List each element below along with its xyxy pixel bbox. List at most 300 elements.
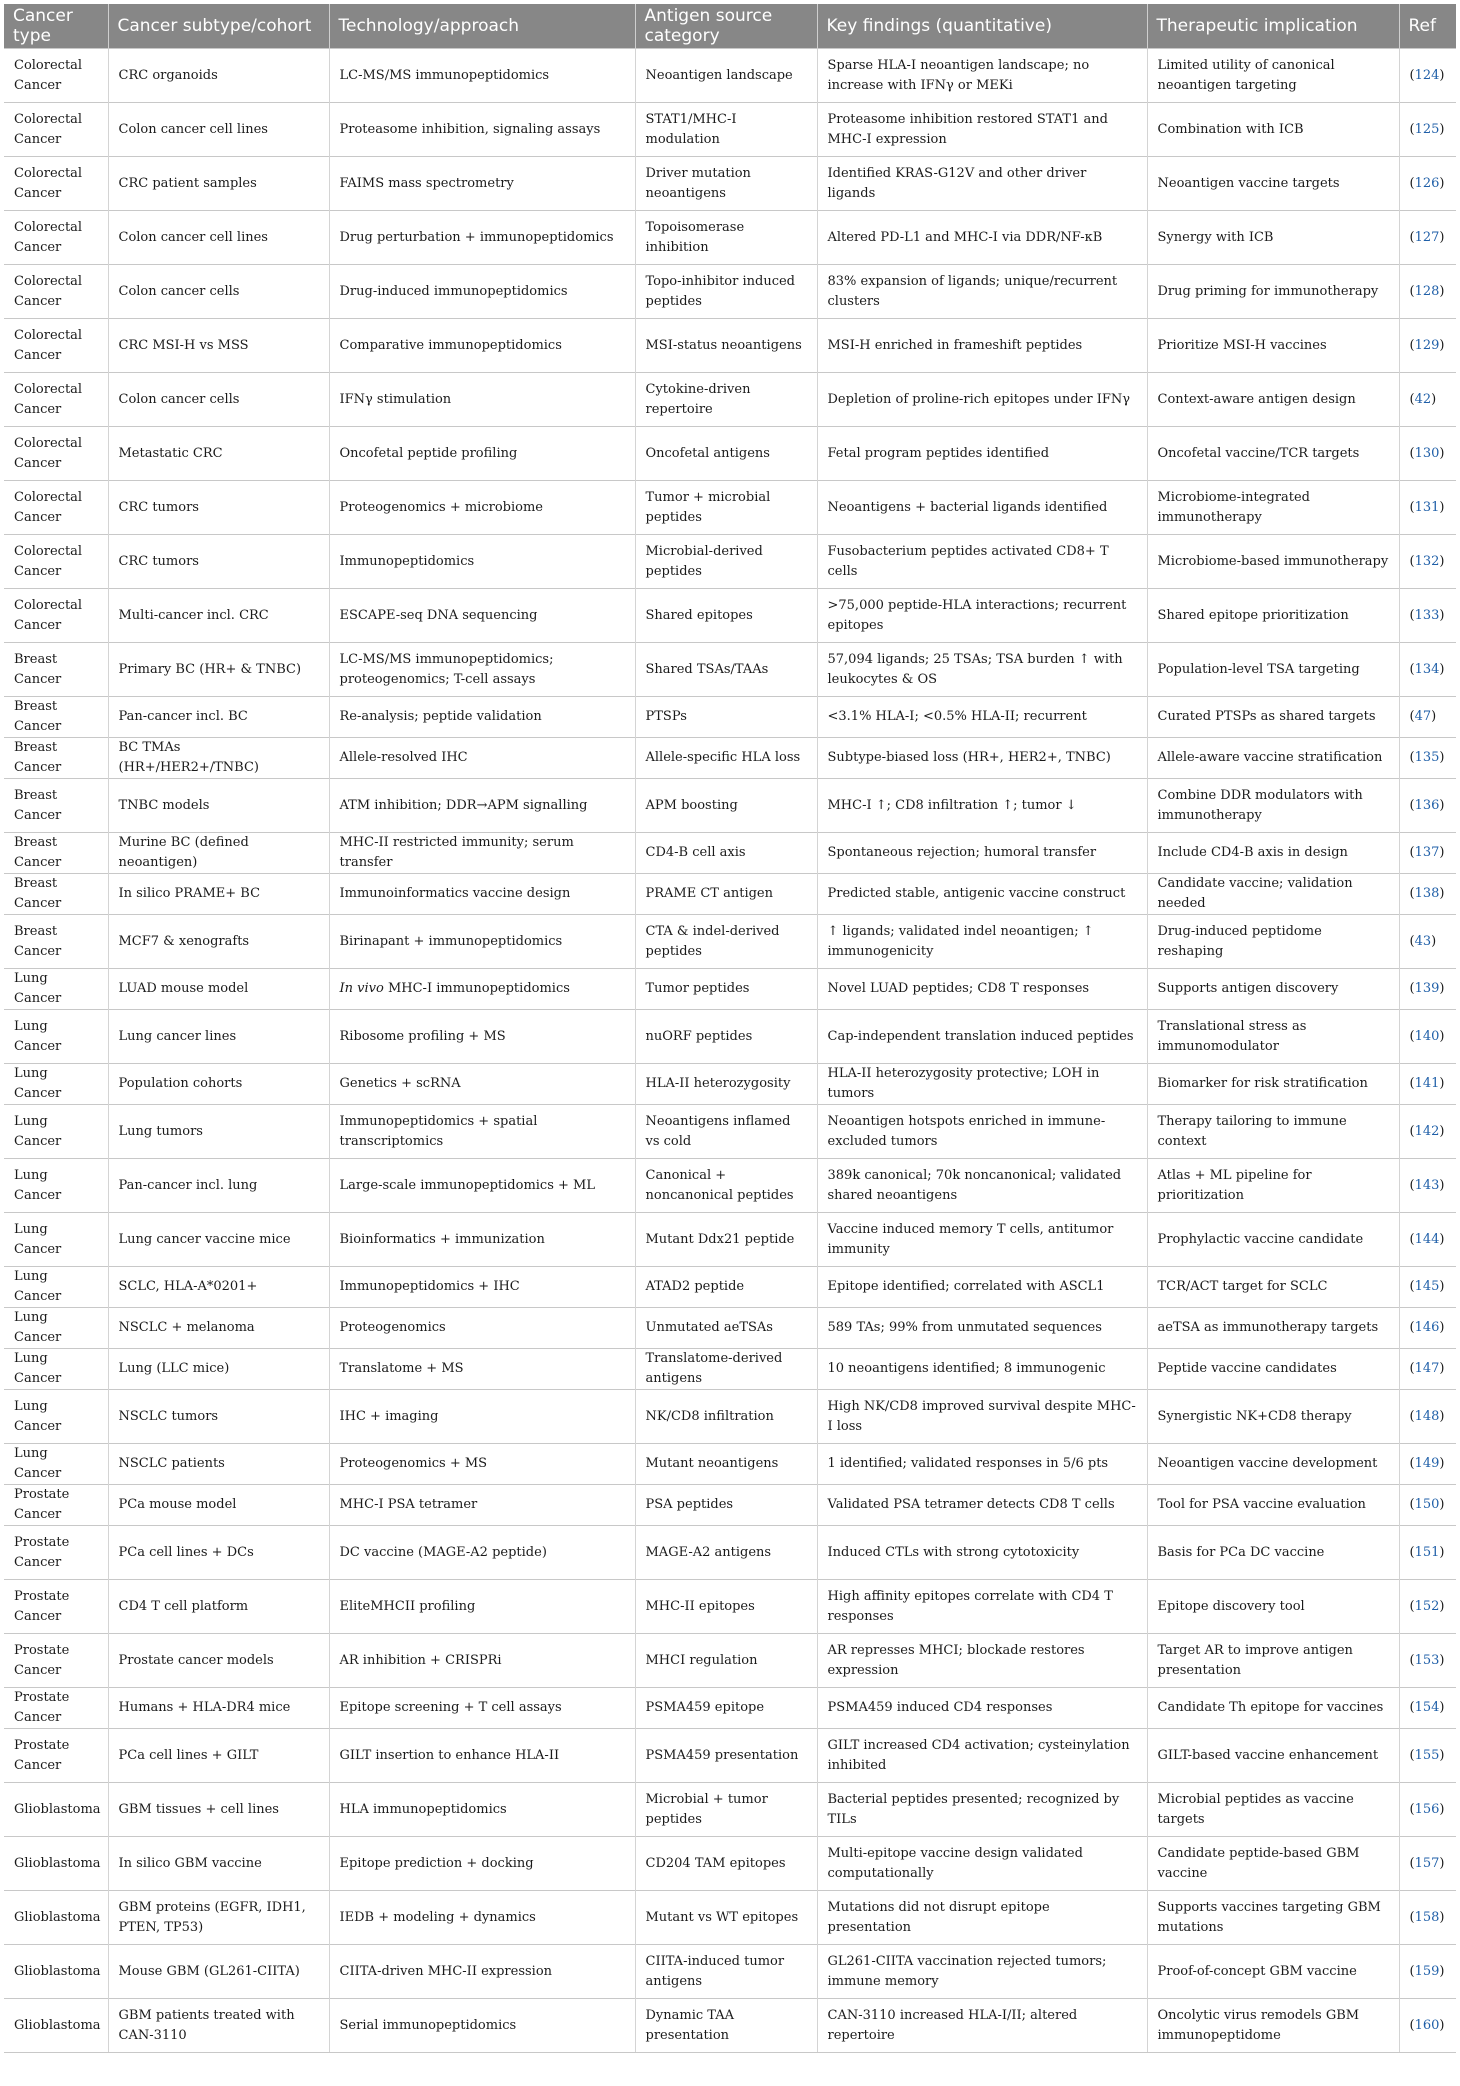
cell-subtype: Murine BC (defined neoantigen) <box>108 833 329 874</box>
ref-link[interactable]: 147 <box>1414 1361 1440 1376</box>
ref-paren-close: ) <box>1439 797 1445 813</box>
cell-subtype: Mouse GBM (GL261-CIITA) <box>108 1945 329 1999</box>
cell-antigen-source: Cytokine-driven repertoire <box>635 373 817 427</box>
cell-key-findings: 83% expansion of ligands; unique/recurrent clusters <box>817 265 1147 319</box>
table-row <box>4 915 1456 969</box>
cell-therapeutic-implication: Prioritize MSI-H vaccines <box>1147 319 1399 373</box>
cell-technology: Translatome + MS <box>329 1349 635 1390</box>
ref-paren-open: ( <box>1409 1279 1415 1294</box>
ref-paren-close: ) <box>1431 391 1437 407</box>
cell-therapeutic-implication: Drug priming for immunotherapy <box>1147 265 1399 319</box>
ref-paren-open: ( <box>1409 175 1415 191</box>
cell-cancer-type: Breast Cancer <box>4 833 108 874</box>
cell-subtype: NSCLC patients <box>108 1444 329 1485</box>
cell-cancer-type: Glioblastoma <box>4 1783 108 1837</box>
ref-paren-open: ( <box>1409 1320 1415 1335</box>
cell-cancer-type: Colorectal Cancer <box>4 373 108 427</box>
cell-key-findings: ↑ ligands; validated indel neoantigen; ↑ immunogenicity <box>817 915 1147 969</box>
cell-ref <box>1399 1349 1456 1390</box>
ref-link[interactable]: 140 <box>1414 1028 1440 1044</box>
ref-paren-open: ( <box>1409 229 1415 245</box>
cell-technology: Comparative immunopeptidomics <box>329 319 635 373</box>
cell-ref <box>1399 738 1456 779</box>
cell-technology: Genetics + scRNA <box>329 1064 635 1105</box>
table-row <box>4 969 1456 1010</box>
ref-paren-open: ( <box>1409 1598 1415 1614</box>
table-row <box>4 49 1456 103</box>
cell-antigen-source: nuORF peptides <box>635 1010 817 1064</box>
cell-subtype: CD4 T cell platform <box>108 1580 329 1634</box>
cell-key-findings: 389k canonical; 70k noncanonical; validated shared neoantigens <box>817 1159 1147 1213</box>
ref-paren-open: ( <box>1409 1123 1415 1139</box>
ref-link[interactable]: 160 <box>1414 2017 1440 2033</box>
cell-ref <box>1399 319 1456 373</box>
cell-key-findings: CAN-3110 increased HLA-I/II; altered repertoire <box>817 1999 1147 2053</box>
cell-cancer-type: Colorectal Cancer <box>4 157 108 211</box>
cell-subtype: LUAD mouse model <box>108 969 329 1010</box>
cell-cancer-type: Glioblastoma <box>4 1945 108 1999</box>
cell-key-findings: GL261-CIITA vaccination rejected tumors; immune memory <box>817 1945 1147 1999</box>
cell-technology: MHC-I PSA tetramer <box>329 1485 635 1526</box>
cell-cancer-type: Breast Cancer <box>4 738 108 779</box>
ref-paren-open: ( <box>1409 445 1415 461</box>
cell-antigen-source: STAT1/MHC-I modulation <box>635 103 817 157</box>
ref-link[interactable]: 143 <box>1414 1177 1440 1193</box>
ref-link[interactable]: 156 <box>1414 1801 1440 1817</box>
table-row <box>4 1783 1456 1837</box>
cell-technology: IEDB + modeling + dynamics <box>329 1891 635 1945</box>
cell-cancer-type: Breast Cancer <box>4 697 108 738</box>
table-row <box>4 157 1456 211</box>
cell-cancer-type: Glioblastoma <box>4 1999 108 2053</box>
ref-paren-close: ) <box>1439 1497 1445 1512</box>
ref-link[interactable]: 128 <box>1414 283 1440 299</box>
ref-link[interactable]: 42 <box>1414 391 1432 407</box>
technology-emphasis: In vivo <box>339 981 384 996</box>
cell-ref <box>1399 1485 1456 1526</box>
table-row <box>4 1580 1456 1634</box>
ref-paren-close: ) <box>1439 981 1445 996</box>
cell-ref <box>1399 915 1456 969</box>
cell-technology: ESCAPE-seq DNA sequencing <box>329 589 635 643</box>
cell-cancer-type: Lung Cancer <box>4 1010 108 1064</box>
cell-therapeutic-implication: Population-level TSA targeting <box>1147 643 1399 697</box>
ref-paren-close: ) <box>1431 933 1437 949</box>
cell-cancer-type: Glioblastoma <box>4 1837 108 1891</box>
cell-therapeutic-implication: Synergy with ICB <box>1147 211 1399 265</box>
ref-link[interactable]: 47 <box>1414 709 1432 724</box>
cell-subtype: Humans + HLA-DR4 mice <box>108 1688 329 1729</box>
cell-technology: MHC-II restricted immunity; serum transfer <box>329 833 635 874</box>
table-row <box>4 265 1456 319</box>
ref-paren-open: ( <box>1409 499 1415 515</box>
cell-antigen-source: Allele-specific HLA loss <box>635 738 817 779</box>
ref-paren-open: ( <box>1409 283 1415 299</box>
cell-key-findings: Fetal program peptides identified <box>817 427 1147 481</box>
table-row <box>4 874 1456 915</box>
ref-paren-close: ) <box>1439 175 1445 191</box>
cell-key-findings: HLA-II heterozygosity protective; LOH in tumors <box>817 1064 1147 1105</box>
cell-ref <box>1399 1444 1456 1485</box>
cell-ref <box>1399 1891 1456 1945</box>
ref-paren-open: ( <box>1409 121 1415 137</box>
cell-antigen-source: Oncofetal antigens <box>635 427 817 481</box>
cell-technology: Immunopeptidomics + spatial transcriptomics <box>329 1105 635 1159</box>
table-body <box>4 49 1456 2053</box>
cell-technology: IFNγ stimulation <box>329 373 635 427</box>
cell-technology: Epitope prediction + docking <box>329 1837 635 1891</box>
cell-ref <box>1399 373 1456 427</box>
ref-paren-close: ) <box>1439 1652 1445 1668</box>
cell-cancer-type: Lung Cancer <box>4 969 108 1010</box>
cell-key-findings: <3.1% HLA-I; <0.5% HLA-II; recurrent <box>817 697 1147 738</box>
cell-ref <box>1399 1390 1456 1444</box>
table-row <box>4 427 1456 481</box>
cell-ref <box>1399 1159 1456 1213</box>
ref-paren-open: ( <box>1409 1177 1415 1193</box>
cell-subtype: Multi-cancer incl. CRC <box>108 589 329 643</box>
cell-ref <box>1399 779 1456 833</box>
ref-paren-close: ) <box>1439 67 1445 83</box>
cell-technology: FAIMS mass spectrometry <box>329 157 635 211</box>
cell-cancer-type: Lung Cancer <box>4 1390 108 1444</box>
header-cancer-type: Cancer type <box>4 4 108 49</box>
ref-paren-close: ) <box>1439 1963 1445 1979</box>
cell-ref <box>1399 427 1456 481</box>
cell-cancer-type: Colorectal Cancer <box>4 211 108 265</box>
cell-therapeutic-implication: Allele-aware vaccine stratification <box>1147 738 1399 779</box>
ref-paren-open: ( <box>1409 1076 1415 1091</box>
cell-key-findings: 589 TAs; 99% from unmutated sequences <box>817 1308 1147 1349</box>
cell-cancer-type: Colorectal Cancer <box>4 481 108 535</box>
cell-key-findings: Proteasome inhibition restored STAT1 and MHC-I expression <box>817 103 1147 157</box>
cell-technology: Epitope screening + T cell assays <box>329 1688 635 1729</box>
ref-paren-close: ) <box>1439 337 1445 353</box>
cell-technology: GILT insertion to enhance HLA-II <box>329 1729 635 1783</box>
ref-paren-open: ( <box>1409 709 1415 724</box>
cell-antigen-source: Mutant vs WT epitopes <box>635 1891 817 1945</box>
cell-antigen-source: Shared epitopes <box>635 589 817 643</box>
cell-antigen-source: Topo-inhibitor induced peptides <box>635 265 817 319</box>
cell-key-findings: >75,000 peptide-HLA interactions; recurrent epitopes <box>817 589 1147 643</box>
cell-ref <box>1399 1688 1456 1729</box>
cell-subtype: Lung cancer vaccine mice <box>108 1213 329 1267</box>
cell-antigen-source: ATAD2 peptide <box>635 1267 817 1308</box>
cell-cancer-type: Lung Cancer <box>4 1064 108 1105</box>
cell-subtype: Prostate cancer models <box>108 1634 329 1688</box>
cell-antigen-source: PSA peptides <box>635 1485 817 1526</box>
cell-ref <box>1399 969 1456 1010</box>
cell-cancer-type: Colorectal Cancer <box>4 49 108 103</box>
table-row <box>4 1891 1456 1945</box>
ref-paren-close: ) <box>1439 1598 1445 1614</box>
cell-subtype: CRC organoids <box>108 49 329 103</box>
cell-subtype: NSCLC tumors <box>108 1390 329 1444</box>
cell-subtype: MCF7 & xenografts <box>108 915 329 969</box>
ref-link[interactable]: 127 <box>1414 229 1440 245</box>
cell-subtype: PCa cell lines + DCs <box>108 1526 329 1580</box>
cell-ref <box>1399 1837 1456 1891</box>
table-row <box>4 481 1456 535</box>
table-row <box>4 779 1456 833</box>
table-row <box>4 1444 1456 1485</box>
table-row <box>4 1064 1456 1105</box>
cell-subtype: Colon cancer cell lines <box>108 103 329 157</box>
cell-cancer-type: Prostate Cancer <box>4 1580 108 1634</box>
ref-paren-open: ( <box>1409 661 1415 677</box>
ref-link[interactable]: 146 <box>1414 1320 1440 1335</box>
ref-paren-close: ) <box>1439 1747 1445 1763</box>
ref-link[interactable]: 136 <box>1414 797 1440 813</box>
cell-therapeutic-implication: Peptide vaccine candidates <box>1147 1349 1399 1390</box>
cell-antigen-source: Dynamic TAA presentation <box>635 1999 817 2053</box>
cell-subtype: Pan-cancer incl. lung <box>108 1159 329 1213</box>
table-row <box>4 373 1456 427</box>
header-therapeutic-implication: Therapeutic implication <box>1147 4 1399 49</box>
cell-subtype: Metastatic CRC <box>108 427 329 481</box>
ref-link[interactable]: 158 <box>1414 1909 1440 1925</box>
ref-paren-close: ) <box>1439 1231 1445 1247</box>
cell-therapeutic-implication: Shared epitope prioritization <box>1147 589 1399 643</box>
table-row <box>4 1159 1456 1213</box>
ref-link[interactable]: 129 <box>1414 337 1440 353</box>
cell-antigen-source: HLA-II heterozygosity <box>635 1064 817 1105</box>
ref-link[interactable]: 150 <box>1414 1497 1440 1512</box>
cell-therapeutic-implication: Neoantigen vaccine development <box>1147 1444 1399 1485</box>
cell-subtype: PCa cell lines + GILT <box>108 1729 329 1783</box>
header-ref: Ref <box>1399 4 1456 49</box>
cell-key-findings: Predicted stable, antigenic vaccine construct <box>817 874 1147 915</box>
cell-technology: Large-scale immunopeptidomics + ML <box>329 1159 635 1213</box>
cell-subtype: GBM patients treated with CAN-3110 <box>108 1999 329 2053</box>
cell-therapeutic-implication: Microbiome-based immunotherapy <box>1147 535 1399 589</box>
ref-paren-open: ( <box>1409 933 1415 949</box>
ref-paren-close: ) <box>1439 1361 1445 1376</box>
ref-link[interactable]: 125 <box>1414 121 1440 137</box>
cell-technology: Proteogenomics + microbiome <box>329 481 635 535</box>
cell-key-findings: Sparse HLA-I neoantigen landscape; no increase with IFNγ or MEKi <box>817 49 1147 103</box>
cell-subtype: GBM proteins (EGFR, IDH1, PTEN, TP53) <box>108 1891 329 1945</box>
cell-key-findings: PSMA459 induced CD4 responses <box>817 1688 1147 1729</box>
ref-link[interactable]: 137 <box>1414 845 1440 860</box>
ref-link[interactable]: 43 <box>1414 933 1432 949</box>
cell-subtype: BC TMAs (HR+/HER2+/TNBC) <box>108 738 329 779</box>
ref-link[interactable]: 130 <box>1414 445 1440 461</box>
cell-cancer-type: Colorectal Cancer <box>4 589 108 643</box>
cell-therapeutic-implication: Target AR to improve antigen presentation <box>1147 1634 1399 1688</box>
ref-link[interactable]: 126 <box>1414 175 1440 191</box>
cell-key-findings: Spontaneous rejection; humoral transfer <box>817 833 1147 874</box>
ref-link[interactable]: 155 <box>1414 1747 1440 1763</box>
cell-key-findings: Fusobacterium peptides activated CD8+ T cells <box>817 535 1147 589</box>
ref-link[interactable]: 132 <box>1414 553 1440 569</box>
cell-subtype: Colon cancer cell lines <box>108 211 329 265</box>
ref-link[interactable]: 142 <box>1414 1123 1440 1139</box>
cell-key-findings: Subtype-biased loss (HR+, HER2+, TNBC) <box>817 738 1147 779</box>
cell-key-findings: 10 neoantigens identified; 8 immunogenic <box>817 1349 1147 1390</box>
cell-subtype: Lung cancer lines <box>108 1010 329 1064</box>
cell-cancer-type: Breast Cancer <box>4 643 108 697</box>
cell-therapeutic-implication: Epitope discovery tool <box>1147 1580 1399 1634</box>
ref-link[interactable]: 139 <box>1414 981 1440 996</box>
cell-therapeutic-implication: Tool for PSA vaccine evaluation <box>1147 1485 1399 1526</box>
table-row <box>4 1688 1456 1729</box>
ref-paren-open: ( <box>1409 1700 1415 1715</box>
cell-antigen-source: MAGE-A2 antigens <box>635 1526 817 1580</box>
cell-cancer-type: Breast Cancer <box>4 779 108 833</box>
cell-ref <box>1399 1010 1456 1064</box>
ref-paren-close: ) <box>1439 607 1445 623</box>
ref-paren-open: ( <box>1409 981 1415 996</box>
cell-therapeutic-implication: Microbial peptides as vaccine targets <box>1147 1783 1399 1837</box>
cell-therapeutic-implication: Supports vaccines targeting GBM mutations <box>1147 1891 1399 1945</box>
ref-link[interactable]: 134 <box>1414 661 1440 677</box>
ref-link[interactable]: 145 <box>1414 1279 1440 1294</box>
ref-paren-open: ( <box>1409 750 1415 765</box>
ref-paren-close: ) <box>1439 845 1445 860</box>
cell-antigen-source: PTSPs <box>635 697 817 738</box>
cell-antigen-source: PRAME CT antigen <box>635 874 817 915</box>
cell-antigen-source: Tumor peptides <box>635 969 817 1010</box>
cell-technology: AR inhibition + CRISPRi <box>329 1634 635 1688</box>
cell-therapeutic-implication: Basis for PCa DC vaccine <box>1147 1526 1399 1580</box>
table-row <box>4 833 1456 874</box>
cell-key-findings: Epitope identified; correlated with ASCL1 <box>817 1267 1147 1308</box>
cell-cancer-type: Lung Cancer <box>4 1267 108 1308</box>
ref-link[interactable]: 135 <box>1414 750 1440 765</box>
cell-key-findings: Altered PD-L1 and MHC-I via DDR/NF-κB <box>817 211 1147 265</box>
ref-paren-open: ( <box>1409 1028 1415 1044</box>
table-row <box>4 1999 1456 2053</box>
cell-key-findings: Neoantigen hotspots enriched in immune-excluded tumors <box>817 1105 1147 1159</box>
ref-paren-open: ( <box>1409 1652 1415 1668</box>
cell-antigen-source: Shared TSAs/TAAs <box>635 643 817 697</box>
cell-antigen-source: Translatome-derived antigens <box>635 1349 817 1390</box>
ref-paren-close: ) <box>1439 1801 1445 1817</box>
ref-link[interactable]: 144 <box>1414 1231 1440 1247</box>
cell-subtype: GBM tissues + cell lines <box>108 1783 329 1837</box>
ref-link[interactable]: 157 <box>1414 1855 1440 1871</box>
cell-ref <box>1399 1945 1456 1999</box>
cell-antigen-source: Microbial-derived peptides <box>635 535 817 589</box>
ref-paren-open: ( <box>1409 1497 1415 1512</box>
ref-paren-open: ( <box>1409 1963 1415 1979</box>
table-row <box>4 643 1456 697</box>
cell-cancer-type: Colorectal Cancer <box>4 319 108 373</box>
cell-therapeutic-implication: TCR/ACT target for SCLC <box>1147 1267 1399 1308</box>
cell-antigen-source: Neoantigens inflamed vs cold <box>635 1105 817 1159</box>
cell-therapeutic-implication: Neoantigen vaccine targets <box>1147 157 1399 211</box>
ref-paren-close: ) <box>1439 1456 1445 1471</box>
ref-link[interactable]: 148 <box>1414 1408 1440 1424</box>
cell-key-findings: High NK/CD8 improved survival despite MHC-I loss <box>817 1390 1147 1444</box>
cell-technology: Proteogenomics <box>329 1308 635 1349</box>
cell-key-findings: Vaccine induced memory T cells, antitumor immunity <box>817 1213 1147 1267</box>
cell-cancer-type: Lung Cancer <box>4 1349 108 1390</box>
cell-ref <box>1399 103 1456 157</box>
ref-link[interactable]: 159 <box>1414 1963 1440 1979</box>
cell-antigen-source: MHC-II epitopes <box>635 1580 817 1634</box>
cell-subtype: Colon cancer cells <box>108 373 329 427</box>
table-row <box>4 1105 1456 1159</box>
ref-paren-open: ( <box>1409 797 1415 813</box>
ref-link[interactable]: 149 <box>1414 1456 1440 1471</box>
ref-paren-close: ) <box>1439 1700 1445 1715</box>
cell-ref <box>1399 1064 1456 1105</box>
cell-technology: Immunopeptidomics + IHC <box>329 1267 635 1308</box>
cell-key-findings: 1 identified; validated responses in 5/6 pts <box>817 1444 1147 1485</box>
ref-link[interactable]: 154 <box>1414 1700 1440 1715</box>
ref-link[interactable]: 151 <box>1414 1544 1440 1560</box>
cell-ref <box>1399 1213 1456 1267</box>
ref-paren-open: ( <box>1409 845 1415 860</box>
cell-key-findings: High affinity epitopes correlate with CD4 T responses <box>817 1580 1147 1634</box>
ref-link[interactable]: 138 <box>1414 886 1440 901</box>
cell-cancer-type: Lung Cancer <box>4 1159 108 1213</box>
cell-subtype: PCa mouse model <box>108 1485 329 1526</box>
ref-paren-open: ( <box>1409 1801 1415 1817</box>
cell-subtype: Colon cancer cells <box>108 265 329 319</box>
ref-link[interactable]: 141 <box>1414 1076 1440 1091</box>
table-container <box>4 4 1456 2053</box>
cell-key-findings: Multi-epitope vaccine design validated computationally <box>817 1837 1147 1891</box>
ref-paren-open: ( <box>1409 337 1415 353</box>
cell-cancer-type: Prostate Cancer <box>4 1729 108 1783</box>
cell-ref <box>1399 265 1456 319</box>
cell-cancer-type: Breast Cancer <box>4 874 108 915</box>
ref-paren-open: ( <box>1409 1855 1415 1871</box>
cell-ref <box>1399 874 1456 915</box>
cell-ref <box>1399 481 1456 535</box>
cell-cancer-type: Colorectal Cancer <box>4 535 108 589</box>
cell-subtype: CRC patient samples <box>108 157 329 211</box>
cell-therapeutic-implication: Supports antigen discovery <box>1147 969 1399 1010</box>
cell-therapeutic-implication: aeTSA as immunotherapy targets <box>1147 1308 1399 1349</box>
ref-link[interactable]: 131 <box>1414 499 1440 515</box>
cell-ref <box>1399 49 1456 103</box>
cell-ref <box>1399 1634 1456 1688</box>
header-key-findings: Key findings (quantitative) <box>817 4 1147 49</box>
table-row <box>4 1837 1456 1891</box>
ref-link[interactable]: 152 <box>1414 1598 1440 1614</box>
ref-link[interactable]: 124 <box>1414 67 1440 83</box>
cell-ref <box>1399 157 1456 211</box>
ref-link[interactable]: 153 <box>1414 1652 1440 1668</box>
cell-antigen-source: Canonical + noncanonical peptides <box>635 1159 817 1213</box>
cell-subtype: Primary BC (HR+ & TNBC) <box>108 643 329 697</box>
cell-cancer-type: Prostate Cancer <box>4 1485 108 1526</box>
cell-key-findings: GILT increased CD4 activation; cysteinylation inhibited <box>817 1729 1147 1783</box>
ref-paren-open: ( <box>1409 553 1415 569</box>
table-row <box>4 1390 1456 1444</box>
cell-cancer-type: Lung Cancer <box>4 1213 108 1267</box>
ref-paren-open: ( <box>1409 1231 1415 1247</box>
cell-subtype: Pan-cancer incl. BC <box>108 697 329 738</box>
cell-key-findings: Cap-independent translation induced peptides <box>817 1010 1147 1064</box>
cell-ref <box>1399 1729 1456 1783</box>
table-row <box>4 697 1456 738</box>
ref-paren-close: ) <box>1439 886 1445 901</box>
ref-link[interactable]: 133 <box>1414 607 1440 623</box>
cell-antigen-source: PSMA459 epitope <box>635 1688 817 1729</box>
cell-technology: Drug-induced immunopeptidomics <box>329 265 635 319</box>
table-row <box>4 738 1456 779</box>
cell-antigen-source: Mutant Ddx21 peptide <box>635 1213 817 1267</box>
table-row <box>4 1349 1456 1390</box>
cell-cancer-type: Colorectal Cancer <box>4 265 108 319</box>
cell-therapeutic-implication: Combine DDR modulators with immunotherapy <box>1147 779 1399 833</box>
cell-cancer-type: Glioblastoma <box>4 1891 108 1945</box>
